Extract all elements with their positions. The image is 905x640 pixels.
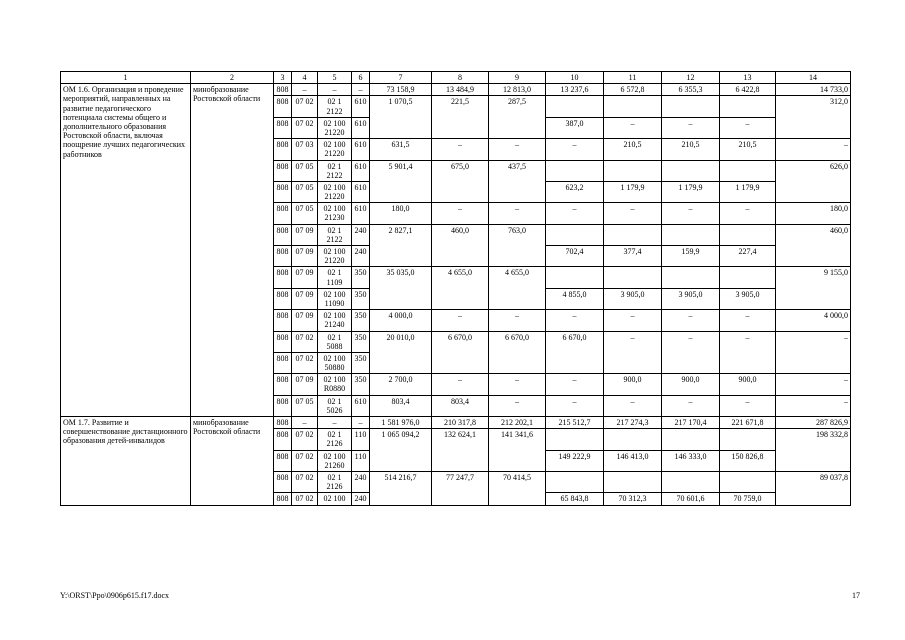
year-cell: 287,5	[489, 96, 546, 139]
year-cell: –	[604, 203, 662, 224]
year-cell: –	[720, 117, 776, 138]
year-cell: 215 512,7	[546, 417, 604, 429]
col-header: 7	[370, 72, 432, 84]
year-cell: 70 312,3	[604, 493, 662, 505]
col-header: 2	[191, 72, 274, 84]
year-cell: –	[546, 395, 604, 416]
grbs-cell: 808	[274, 246, 292, 267]
sum-cell: 180,0	[370, 203, 432, 224]
year-cell: 6 670,0	[489, 331, 546, 374]
col-header: 4	[292, 72, 318, 84]
csr-cell: 02 1 1109	[318, 267, 352, 288]
vr-cell: –	[352, 417, 370, 429]
year-cell: 803,4	[432, 395, 489, 416]
year-cell: 312,0	[776, 96, 851, 139]
grbs-cell: 808	[274, 267, 292, 288]
year-cell: 1 179,9	[720, 181, 776, 202]
col-header: 11	[604, 72, 662, 84]
csr-cell: 02 1 5088	[318, 331, 352, 352]
year-cell: 180,0	[776, 203, 851, 224]
year-cell: –	[489, 374, 546, 395]
grbs-cell: 808	[274, 117, 292, 138]
csr-cell: 02 1 2122	[318, 224, 352, 245]
year-cell: 3 905,0	[720, 288, 776, 309]
year-cell: 6 670,0	[546, 331, 604, 374]
measure-name: ОМ 1.7. Развитие и совершенствование дистанционного образования детей-инвалидов	[61, 417, 191, 506]
csr-cell: –	[318, 417, 352, 429]
csr-cell: 02 100 21240	[318, 310, 352, 331]
col-header: 5	[318, 72, 352, 84]
vr-cell: 350	[352, 310, 370, 331]
year-cell: –	[662, 117, 720, 138]
year-cell: 221 671,8	[720, 417, 776, 429]
rz-cell: 07 09	[292, 310, 318, 331]
year-cell: –	[662, 203, 720, 224]
year-cell: –	[546, 139, 604, 160]
grbs-cell: 808	[274, 288, 292, 309]
vr-cell: 350	[352, 288, 370, 309]
rz-cell: 07 02	[292, 117, 318, 138]
year-cell: 89 037,8	[776, 471, 851, 505]
rz-cell: 07 03	[292, 139, 318, 160]
year-cell: –	[546, 374, 604, 395]
year-cell: 210 317,8	[432, 417, 489, 429]
year-cell: –	[604, 117, 662, 138]
year-cell: 287 826,9	[776, 417, 851, 429]
year-cell: 3 905,0	[662, 288, 720, 309]
rz-cell: 07 02	[292, 352, 318, 373]
year-cell: 132 624,1	[432, 429, 489, 472]
rz-cell: 07 02	[292, 450, 318, 471]
year-cell: 13 484,9	[432, 84, 489, 96]
year-cell: 6 572,8	[604, 84, 662, 96]
sum-cell: 514 216,7	[370, 471, 432, 505]
year-cell: 227,4	[720, 246, 776, 267]
year-cell: –	[720, 310, 776, 331]
year-cell: –	[489, 395, 546, 416]
year-cell: 149 222,9	[546, 450, 604, 471]
vr-cell: 610	[352, 160, 370, 181]
table-row	[61, 417, 851, 429]
year-cell: 221,5	[432, 96, 489, 139]
vr-cell: 240	[352, 471, 370, 492]
sum-cell: 2 700,0	[370, 374, 432, 395]
measure-name: ОМ 1.6. Организация и проведение мероприятий, направленных на развитие педагогического потенциала системы общего и дополнительного образования Ростовской области, включая поощрение лучших педагогических работников	[61, 84, 191, 417]
sum-cell: 2 827,1	[370, 224, 432, 267]
year-cell: 212 202,1	[489, 417, 546, 429]
csr-cell: 02 1 5026	[318, 395, 352, 416]
rz-cell: 07 09	[292, 224, 318, 245]
year-cell: 217 274,3	[604, 417, 662, 429]
year-cell: –	[662, 395, 720, 416]
year-cell: 900,0	[720, 374, 776, 395]
vr-cell: 610	[352, 139, 370, 160]
vr-cell: 240	[352, 224, 370, 245]
rz-cell: 07 05	[292, 160, 318, 181]
year-cell: 146 333,0	[662, 450, 720, 471]
year-cell: –	[776, 331, 851, 374]
year-cell: 210,5	[604, 139, 662, 160]
rz-cell: 07 05	[292, 395, 318, 416]
vr-cell: 610	[352, 203, 370, 224]
rz-cell: 07 09	[292, 267, 318, 288]
year-cell: –	[546, 310, 604, 331]
grbs-cell: 808	[274, 160, 292, 181]
year-cell: 763,0	[489, 224, 546, 267]
year-cell: 70 759,0	[720, 493, 776, 505]
csr-cell: 02 100 50880	[318, 352, 352, 373]
year-cell: –	[776, 395, 851, 416]
grbs-cell: 808	[274, 471, 292, 492]
csr-cell: 02 100 21220	[318, 246, 352, 267]
year-cell: 217 170,4	[662, 417, 720, 429]
year-cell: 387,0	[546, 117, 604, 138]
vr-cell: 610	[352, 117, 370, 138]
year-cell: –	[720, 395, 776, 416]
year-cell: 150 826,8	[720, 450, 776, 471]
year-cell: –	[432, 310, 489, 331]
rz-cell: –	[292, 417, 318, 429]
year-cell: 377,4	[604, 246, 662, 267]
grbs-cell: 808	[274, 181, 292, 202]
col-header: 1	[61, 72, 191, 84]
grbs-cell: 808	[274, 374, 292, 395]
csr-cell: 02 1 2126	[318, 429, 352, 450]
rz-cell: 07 02	[292, 493, 318, 505]
rz-cell: 07 02	[292, 471, 318, 492]
executor: минобразование Ростовской области	[191, 84, 274, 417]
rz-cell: 07 09	[292, 246, 318, 267]
year-cell: –	[776, 139, 851, 160]
grbs-cell: 808	[274, 310, 292, 331]
year-cell: 4 655,0	[489, 267, 546, 310]
year-cell: –	[720, 331, 776, 374]
grbs-cell: 808	[274, 139, 292, 160]
grbs-cell: 808	[274, 224, 292, 245]
year-cell: –	[662, 331, 720, 374]
year-cell: 6 670,0	[432, 331, 489, 374]
year-cell: 437,5	[489, 160, 546, 203]
sum-cell: 20 010,0	[370, 331, 432, 374]
year-cell: –	[489, 203, 546, 224]
year-cell: 460,0	[776, 224, 851, 267]
csr-cell: 02 100 R0880	[318, 374, 352, 395]
year-cell: –	[432, 203, 489, 224]
vr-cell: 240	[352, 246, 370, 267]
vr-cell: 110	[352, 450, 370, 471]
sum-cell: 73 158,9	[370, 84, 432, 96]
csr-cell: 02 100 21230	[318, 203, 352, 224]
year-cell: 70 414,5	[489, 471, 546, 505]
executor: минобразование Ростовской области	[191, 417, 274, 506]
rz-cell: 07 09	[292, 374, 318, 395]
year-cell: –	[604, 310, 662, 331]
year-cell: 4 000,0	[776, 310, 851, 331]
footer-file-path: Y:\ORST\Ppo\0906p615.f17.docx	[60, 591, 170, 600]
year-cell: 702,4	[546, 246, 604, 267]
table-row	[61, 84, 851, 96]
year-cell: –	[432, 139, 489, 160]
sum-cell: 1 070,5	[370, 96, 432, 139]
year-cell: 13 237,6	[546, 84, 604, 96]
grbs-cell: 808	[274, 450, 292, 471]
rz-cell: 07 02	[292, 96, 318, 117]
year-cell: 210,5	[662, 139, 720, 160]
grbs-cell: 808	[274, 429, 292, 450]
vr-cell: 110	[352, 429, 370, 450]
sum-cell: 4 000,0	[370, 310, 432, 331]
vr-cell: –	[352, 84, 370, 96]
year-cell: 4 855,0	[546, 288, 604, 309]
grbs-cell: 808	[274, 395, 292, 416]
year-cell: 1 179,9	[604, 181, 662, 202]
year-cell: 4 655,0	[432, 267, 489, 310]
sum-cell: 803,4	[370, 395, 432, 416]
year-cell: –	[776, 374, 851, 395]
grbs-cell: 808	[274, 331, 292, 352]
rz-cell: 07 05	[292, 203, 318, 224]
rz-cell: 07 02	[292, 429, 318, 450]
year-cell: 77 247,7	[432, 471, 489, 505]
year-cell: 70 601,6	[662, 493, 720, 505]
year-cell: 460,0	[432, 224, 489, 267]
vr-cell: 610	[352, 395, 370, 416]
grbs-cell: 808	[274, 203, 292, 224]
year-cell: 626,0	[776, 160, 851, 203]
vr-cell: 610	[352, 96, 370, 117]
year-cell: 6 422,8	[720, 84, 776, 96]
year-cell: 210,5	[720, 139, 776, 160]
year-cell: –	[662, 310, 720, 331]
sum-cell: 1 065 094,2	[370, 429, 432, 472]
column-number-row	[61, 72, 851, 84]
year-cell: 6 355,3	[662, 84, 720, 96]
rz-cell: 07 05	[292, 181, 318, 202]
col-header: 12	[662, 72, 720, 84]
year-cell: 623,2	[546, 181, 604, 202]
year-cell: –	[489, 139, 546, 160]
year-cell: 14 733,0	[776, 84, 851, 96]
vr-cell: 350	[352, 267, 370, 288]
year-cell: 3 905,0	[604, 288, 662, 309]
year-cell: –	[604, 395, 662, 416]
csr-cell: –	[318, 84, 352, 96]
rz-cell: 07 09	[292, 288, 318, 309]
vr-cell: 350	[352, 352, 370, 373]
year-cell: –	[546, 203, 604, 224]
csr-cell: 02 100 21260	[318, 450, 352, 471]
year-cell: –	[720, 203, 776, 224]
year-cell: 146 413,0	[604, 450, 662, 471]
csr-cell: 02 1 2122	[318, 160, 352, 181]
grbs-cell: 808	[274, 417, 292, 429]
col-header: 6	[352, 72, 370, 84]
col-header: 10	[546, 72, 604, 84]
sum-cell: 631,5	[370, 139, 432, 160]
year-cell: 65 843,8	[546, 493, 604, 505]
grbs-cell: 808	[274, 84, 292, 96]
year-cell: –	[432, 374, 489, 395]
col-header: 9	[489, 72, 546, 84]
year-cell: 198 332,8	[776, 429, 851, 472]
csr-cell: 02 100 21220	[318, 117, 352, 138]
grbs-cell: 808	[274, 96, 292, 117]
sum-cell: 1 581 976,0	[370, 417, 432, 429]
sum-cell: 5 901,4	[370, 160, 432, 203]
year-cell: 141 341,6	[489, 429, 546, 472]
csr-cell: 02 100	[318, 493, 352, 505]
rz-cell: –	[292, 84, 318, 96]
grbs-cell: 808	[274, 352, 292, 373]
csr-cell: 02 1 2126	[318, 471, 352, 492]
year-cell: 12 813,0	[489, 84, 546, 96]
year-cell: 9 155,0	[776, 267, 851, 310]
col-header: 13	[720, 72, 776, 84]
year-cell: 1 179,9	[662, 181, 720, 202]
col-header: 14	[776, 72, 851, 84]
csr-cell: 02 100 21220	[318, 139, 352, 160]
year-cell: 900,0	[604, 374, 662, 395]
vr-cell: 350	[352, 374, 370, 395]
year-cell: –	[604, 331, 662, 374]
sum-cell: 35 035,0	[370, 267, 432, 310]
vr-cell: 610	[352, 181, 370, 202]
vr-cell: 350	[352, 331, 370, 352]
budget-table	[60, 71, 851, 506]
year-cell: 900,0	[662, 374, 720, 395]
csr-cell: 02 100 11090	[318, 288, 352, 309]
csr-cell: 02 1 2122	[318, 96, 352, 117]
csr-cell: 02 100 21220	[318, 181, 352, 202]
rz-cell: 07 02	[292, 331, 318, 352]
vr-cell: 240	[352, 493, 370, 505]
year-cell: –	[489, 310, 546, 331]
col-header: 3	[274, 72, 292, 84]
year-cell: 159,9	[662, 246, 720, 267]
col-header: 8	[432, 72, 489, 84]
page-number: 17	[852, 591, 860, 600]
year-cell: 675,0	[432, 160, 489, 203]
grbs-cell: 808	[274, 493, 292, 505]
